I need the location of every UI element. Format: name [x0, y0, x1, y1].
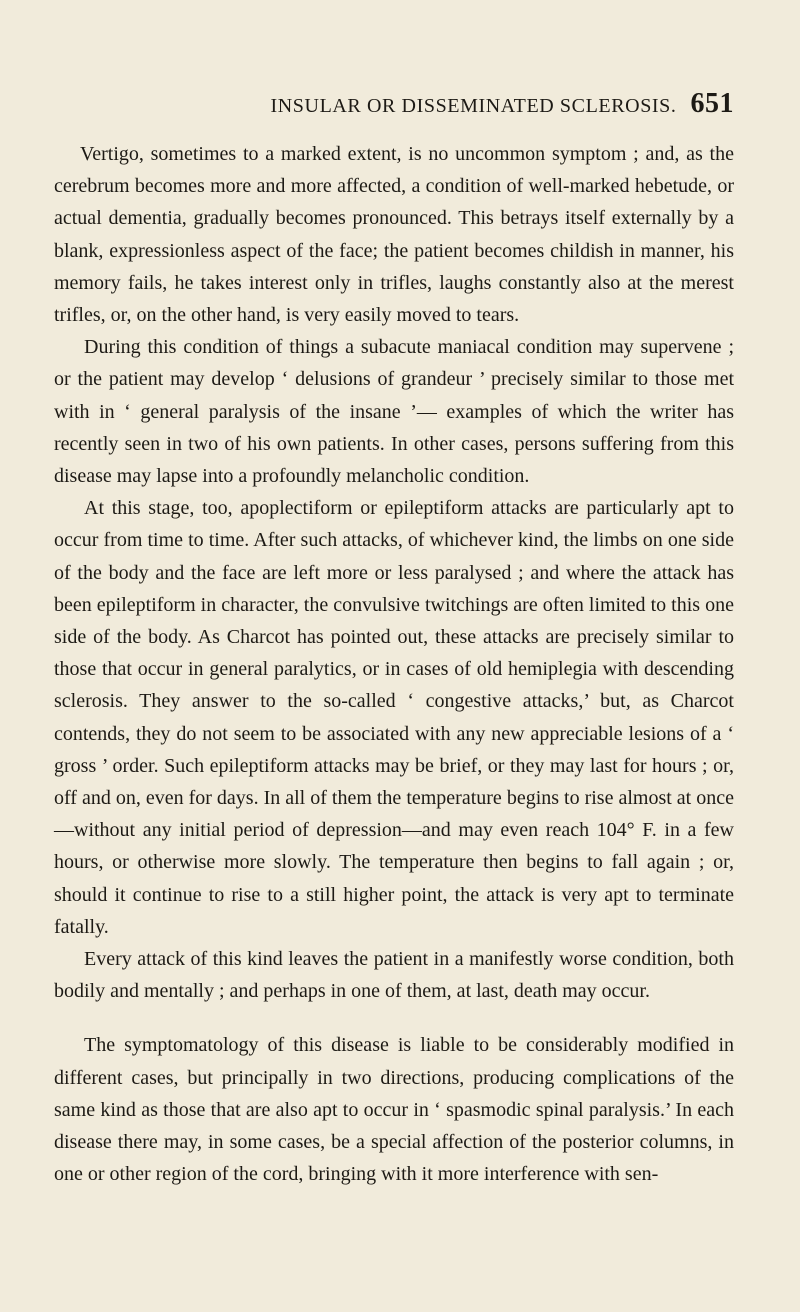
body-text — [54, 138, 734, 1191]
paragraph-vertigo: Vertigo, sometimes to a marked extent, is no uncommon symptom ; and, as the cerebrum becomes more and more affected, a condition of well-marked hebetude, or actual dementia, gradually becomes pronounced. This betrays itself externally by a blank, expressionless aspect of the face; the patient becomes childish in manner, his memory fails, he takes interest only in trifles, laughs constantly also at the merest trifles, or, on the other hand, is very easily moved to tears. — [54, 143, 734, 327]
paragraph-worse-condition: Every attack of this kind leaves the patient in a manifestly worse condition, both bodily and mentally ; and perhaps in one of them, at last, death may occur. — [54, 948, 734, 1003]
running-head — [54, 88, 734, 128]
running-title: INSULAR OR DISSEMINATED SCLEROSIS. — [270, 95, 677, 117]
paragraph-maniacal-condition: During this condition of things a subacute maniacal condition may supervene ; or the patient may develop ‘ delusions of grandeur ’ precisely similar to those met with in ‘ general paralysis of the insane ’— examples of which the writer has recently seen in two of his own patients. In other cases, persons suffering from this disease may lapse into a profoundly melancholic condition. — [54, 336, 734, 488]
page-number: 651 — [690, 88, 734, 119]
paragraph-apoplectiform-attacks: At this stage, too, apoplectiform or epileptiform attacks are particularly apt to occur from time to time. After such attacks, of whichever kind, the limbs on one side of the body and the face are left more or less paralysed ; and where the attack has been epileptiform in character, the convulsive twitchings are often limited to this one side of the body. As Charcot has pointed out, these attacks are precisely similar to those that occur in general paralytics, or in cases of old hemiplegia with descending sclerosis. They answer to the so-called ‘ congestive attacks,’ but, as Charcot contends, they do not seem to be associated with any new appreciable lesions of a ‘ gross ’ order. Such epileptiform attacks may be brief, or they may last for hours ; or, off and on, even for days. In all of them the temperature begins to rise almost at once—without any initial period of depression—and may even reach 104° F. in a few hours, or otherwise more slowly. The temperature then begins to fall again ; or, should it continue to rise to a still higher point, the attack is very apt to terminate fatally. — [54, 497, 734, 938]
paragraph-symptomatology: The symptomatology of this disease is liable to be considerably modified in different cases, but principally in two directions, producing complications of the same kind as those that are also apt to occur in ‘ spasmodic spinal paralysis.’ In each disease there may, in some cases, be a special affection of the posterior columns, in one or other region of the cord, bringing with it more interference with sen- — [54, 1034, 734, 1186]
